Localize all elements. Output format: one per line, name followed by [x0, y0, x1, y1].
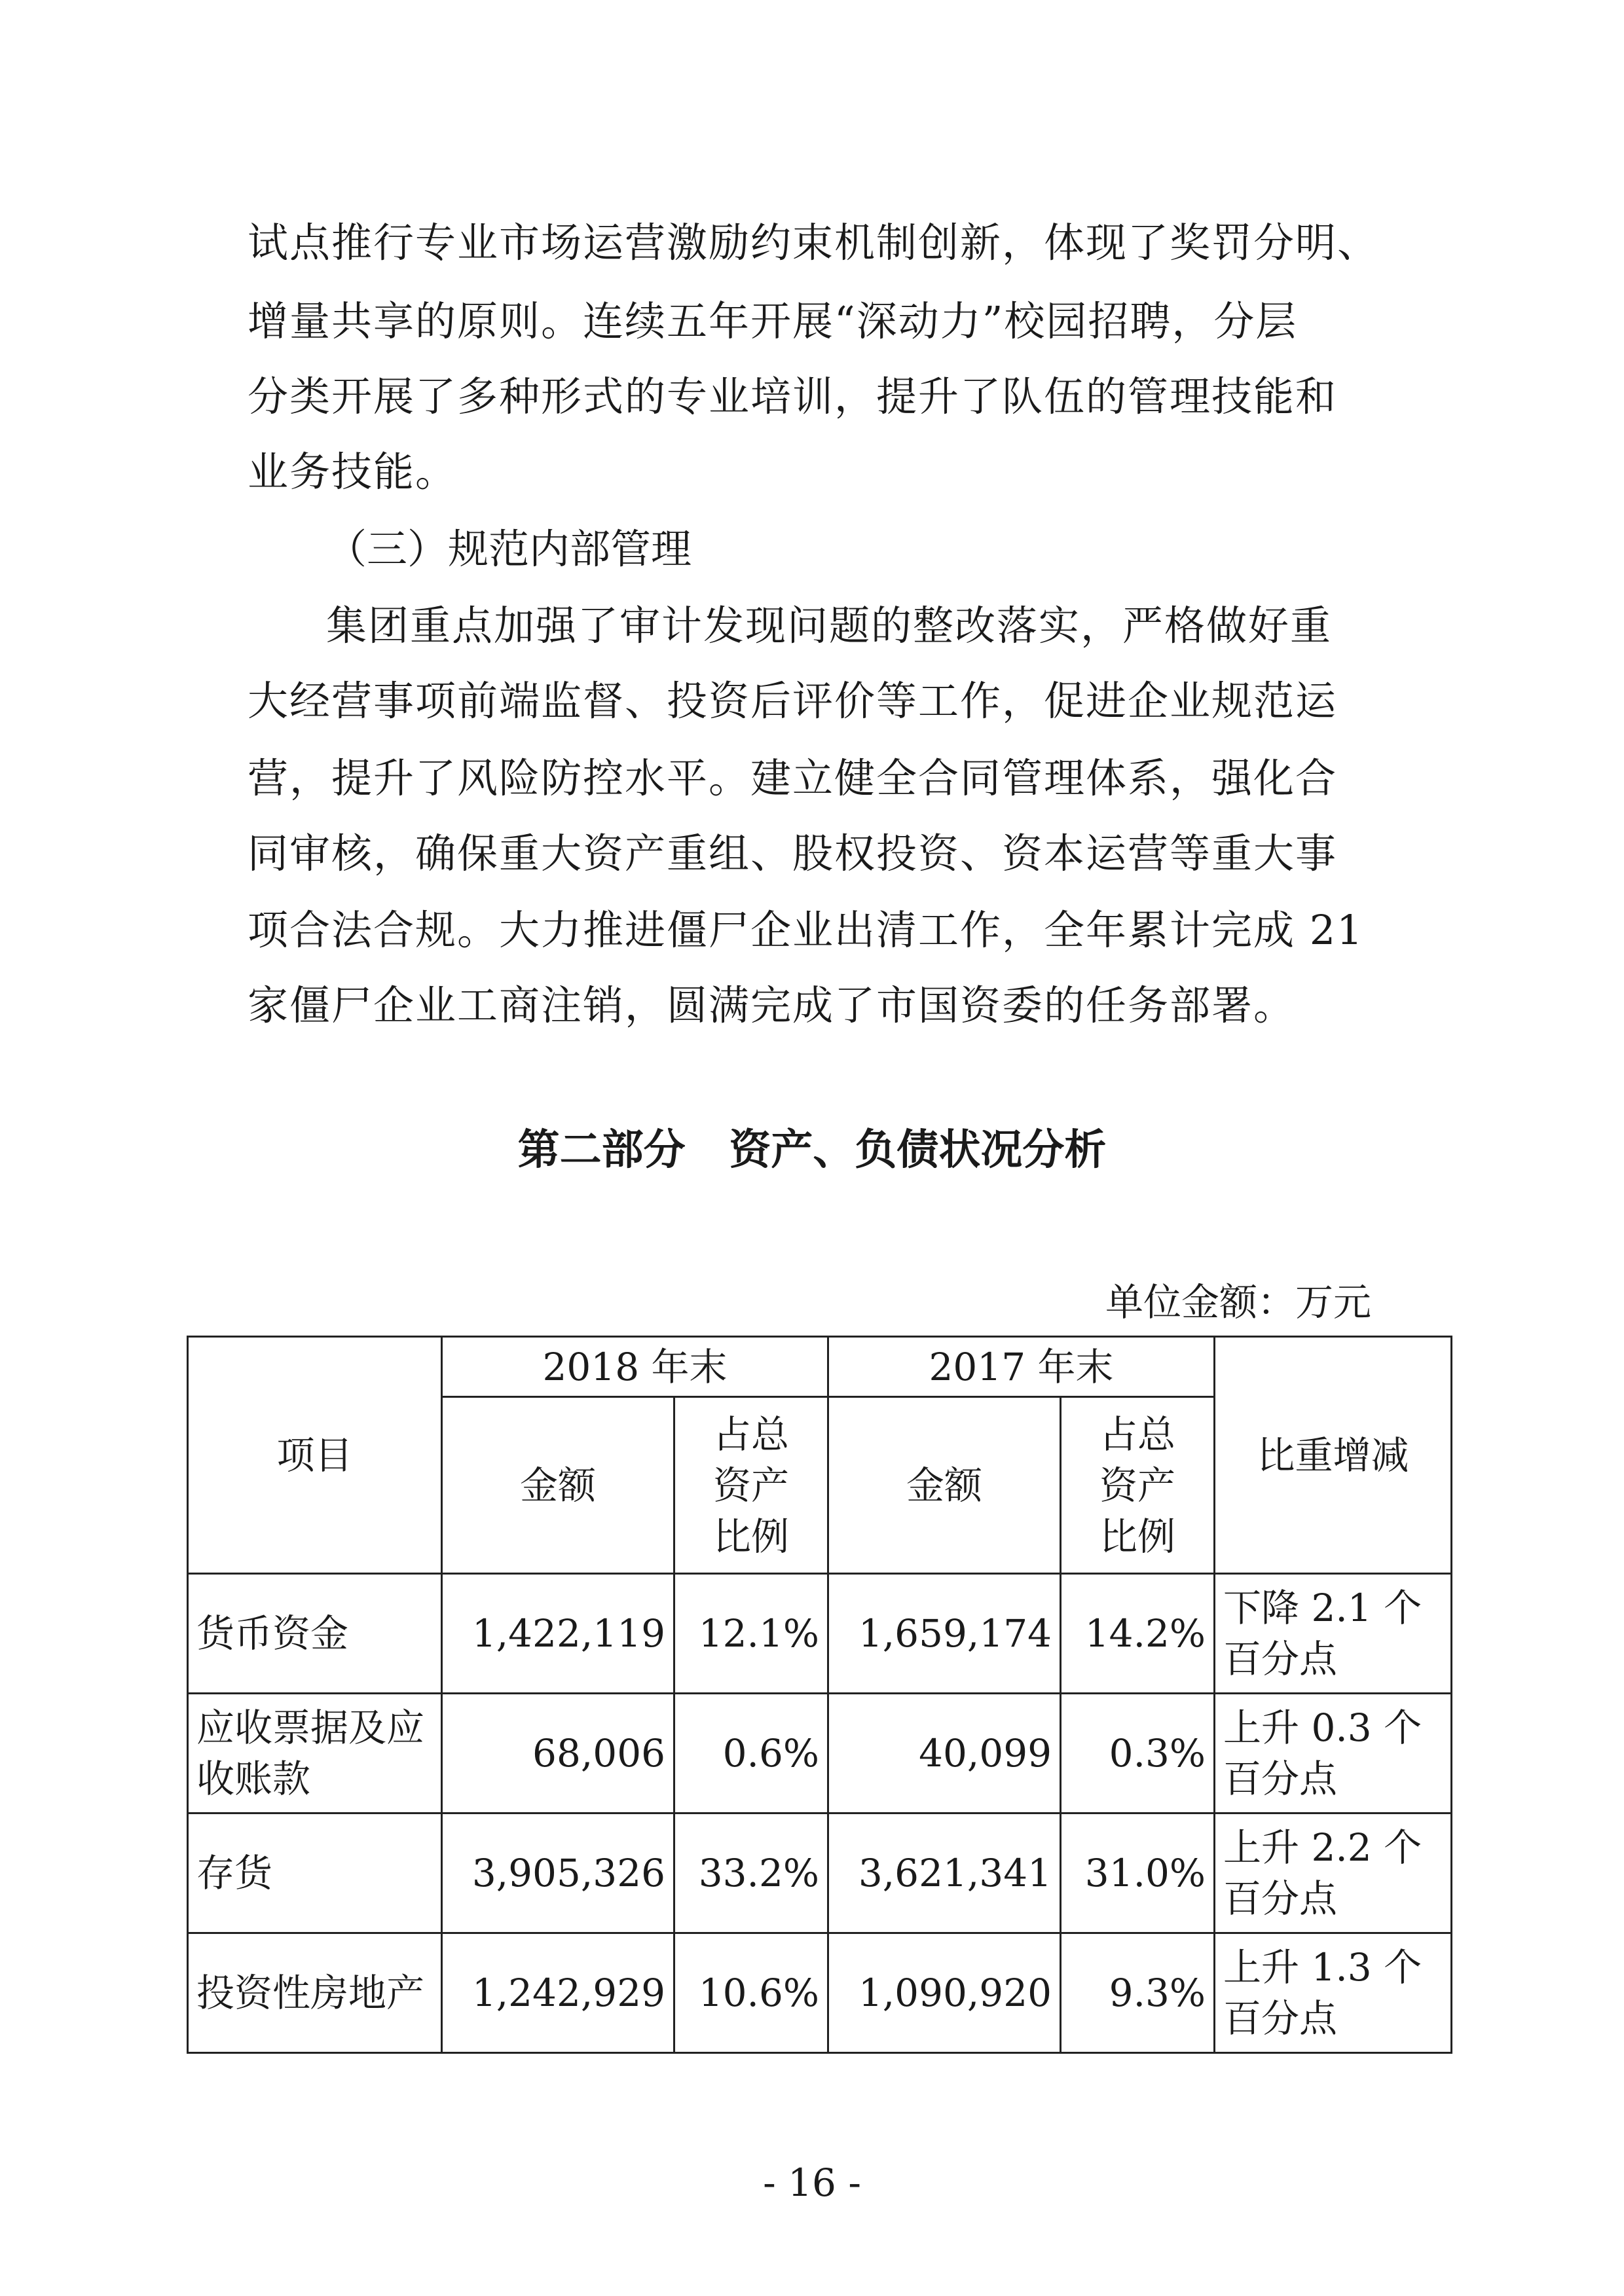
unit-label: 单位金额：万元 — [1105, 1280, 1371, 1324]
row-item: 投资性房地产 — [188, 1933, 442, 2053]
header-year-2017: 2017 年末 — [828, 1337, 1215, 1397]
row-amount-2018: 68,006 — [442, 1694, 674, 1813]
header-item: 项目 — [188, 1337, 442, 1574]
row-ratio-2017: 0.3% — [1061, 1694, 1215, 1813]
page-number: - 16 - — [763, 2160, 861, 2205]
header-ratio-2017: 占总资产比例 — [1061, 1397, 1215, 1574]
row-ratio-2017: 14.2% — [1061, 1574, 1215, 1694]
row-amount-2017: 3,621,341 — [828, 1813, 1061, 1933]
paragraph1-line: 业务技能。 — [248, 448, 458, 496]
header-year-2018: 2018 年末 — [442, 1337, 828, 1397]
row-ratio-2017: 9.3% — [1061, 1933, 1215, 2053]
row-amount-2017: 1,659,174 — [828, 1574, 1061, 1694]
row-item: 货币资金 — [188, 1574, 442, 1694]
row-ratio-2018: 12.1% — [674, 1574, 828, 1694]
paragraph2-line: 集团重点加强了审计发现问题的整改落实，严格做好重 — [326, 602, 1333, 649]
table-row — [188, 1694, 1452, 1813]
paragraph2-line: 大经营事项前端监督、投资后评价等工作，促进企业规范运 — [248, 677, 1338, 725]
row-ratio-2018: 0.6% — [674, 1694, 828, 1813]
paragraph2-line: 同审核，确保重大资产重组、股权投资、资本运营等重大事 — [248, 829, 1338, 877]
paragraph1-line: 增量共享的原则。连续五年开展“深动力”校园招聘，分层 — [248, 297, 1298, 345]
subheading: （三）规范内部管理 — [326, 525, 692, 573]
table-row — [188, 1933, 1452, 2053]
header-amount-2018: 金额 — [442, 1397, 674, 1574]
table-header-row — [188, 1337, 1452, 1397]
row-amount-2018: 3,905,326 — [442, 1813, 674, 1933]
row-ratio-2017: 31.0% — [1061, 1813, 1215, 1933]
section-title: 第二部分 资产、负债状况分析 — [517, 1126, 1107, 1175]
table-row — [188, 1574, 1452, 1694]
row-change: 下降 2.1 个百分点 — [1215, 1574, 1452, 1694]
row-change: 上升 2.2 个百分点 — [1215, 1813, 1452, 1933]
row-amount-2018: 1,242,929 — [442, 1933, 674, 2053]
row-change: 上升 1.3 个百分点 — [1215, 1933, 1452, 2053]
paragraph1-line: 分类开展了多种形式的专业培训，提升了队伍的管理技能和 — [248, 373, 1338, 420]
header-amount-2017: 金额 — [828, 1397, 1061, 1574]
paragraph2-line: 家僵尸企业工商注销，圆满完成了市国资委的任务部署。 — [248, 981, 1296, 1029]
paragraph2-line: 项合法合规。大力推进僵尸企业出清工作，全年累计完成 21 — [248, 906, 1364, 954]
header-ratio-2018: 占总资产比例 — [674, 1397, 828, 1574]
assets-table — [187, 1336, 1452, 2054]
paragraph2-line: 营，提升了风险防控水平。建立健全合同管理体系，强化合 — [248, 754, 1338, 802]
row-change: 上升 0.3 个百分点 — [1215, 1694, 1452, 1813]
row-item: 应收票据及应收账款 — [188, 1694, 442, 1813]
row-amount-2018: 1,422,119 — [442, 1574, 674, 1694]
row-amount-2017: 40,099 — [828, 1694, 1061, 1813]
row-ratio-2018: 10.6% — [674, 1933, 828, 2053]
header-change: 比重增减 — [1215, 1337, 1452, 1574]
row-ratio-2018: 33.2% — [674, 1813, 828, 1933]
row-amount-2017: 1,090,920 — [828, 1933, 1061, 2053]
row-item: 存货 — [188, 1813, 442, 1933]
table-row — [188, 1813, 1452, 1933]
paragraph1-line: 试点推行专业市场运营激励约束机制创新，体现了奖罚分明、 — [248, 219, 1380, 266]
